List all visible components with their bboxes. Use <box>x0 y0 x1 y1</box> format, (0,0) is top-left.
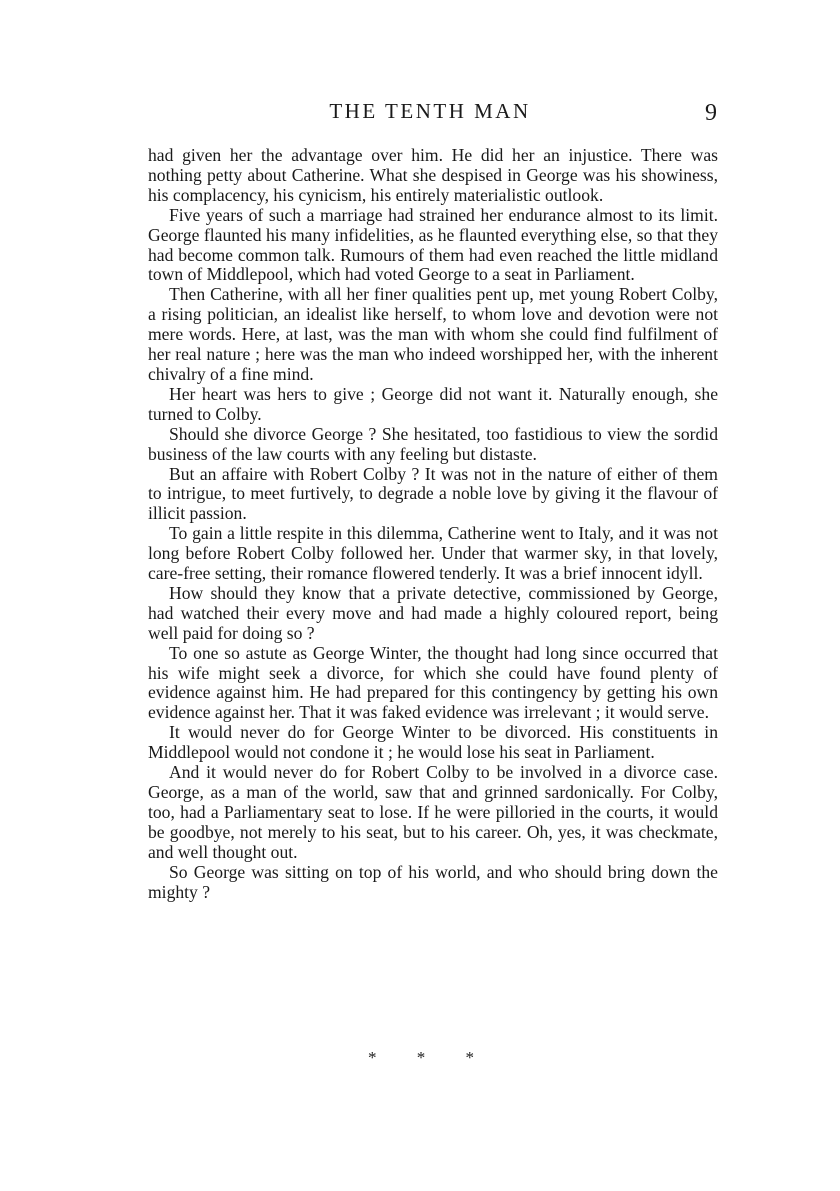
section-break: * * * <box>368 1048 492 1067</box>
paragraph: How should they know that a private detective, commissioned by George, had watched their every move and had made a highly coloured report, being well paid for doing so ? <box>148 582 718 643</box>
paragraph: Her heart was hers to give ; George did not want it. Naturally enough, she turned to Colby. <box>148 383 718 424</box>
running-title: THE TENTH MAN <box>329 99 531 123</box>
paragraph: So George was sitting on top of his world, and who should bring down the mighty ? <box>148 861 718 902</box>
paragraph: To one so astute as George Winter, the thought had long since occurred that his wife might seek a divorce, for which she could have found plenty of evidence against him. He had prepared for this contingency by getting his own evidence against her. That it was faked evidence was irrelevant ; it would serve. <box>148 642 718 723</box>
paragraph: To gain a little respite in this dilemma, Catherine went to Italy, and it was not long before Robert Colby followed her. Under that warmer sky, in that lovely, care-free setting, their romance flowered tenderly. It was a brief innocent idyll. <box>148 523 718 584</box>
body-text <box>148 146 718 902</box>
paragraph: It would never do for George Winter to be divorced. His constituents in Middlepool would not condone it ; he would lose his seat in Parliament. <box>148 722 718 763</box>
paragraph: And it would never do for Robert Colby to be involved in a divorce case. George, as a man of the world, saw that and grinned sardonically. For Colby, too, had a Parliamentary seat to lose. If he were pilloried in the courts, it would be goodbye, not merely to his seat, but to his career. Oh, yes, it was checkmate, and well thought out. <box>148 762 718 862</box>
paragraph: Should she divorce George ? She hesitated, too fastidious to view the sordid business of the law courts with any feeling but distaste. <box>148 423 718 464</box>
paragraph: Then Catherine, with all her finer qualities pent up, met young Robert Colby, a rising politician, an idealist like herself, to whom love and devotion were not mere words. Here, at last, was the man with whom she could find fulfilment of her real nature ; here was the man who indeed worshipped her, with the inherent chivalry of a fine mind. <box>148 284 718 384</box>
paragraph: Five years of such a marriage had strained her endurance almost to its limit. George flaunted his many infidelities, as he flaunted everything else, so that they had become common talk. Rumours of them had even reached the little midland town of Middlepool, which had voted George to a seat in Parliament. <box>148 204 718 285</box>
paragraph: But an affaire with Robert Colby ? It was not in the nature of either of them to intrigue, to meet furtively, to degrade a noble love by giving it the flavour of illicit passion. <box>148 463 718 524</box>
running-head <box>0 96 840 130</box>
page-number: 9 <box>705 100 717 126</box>
paragraph: had given her the advantage over him. He did her an injustice. There was nothing petty about Catherine. What she despised in George was his showiness, his complacency, his cynicism, his entirely materialistic outlook. <box>148 145 718 205</box>
